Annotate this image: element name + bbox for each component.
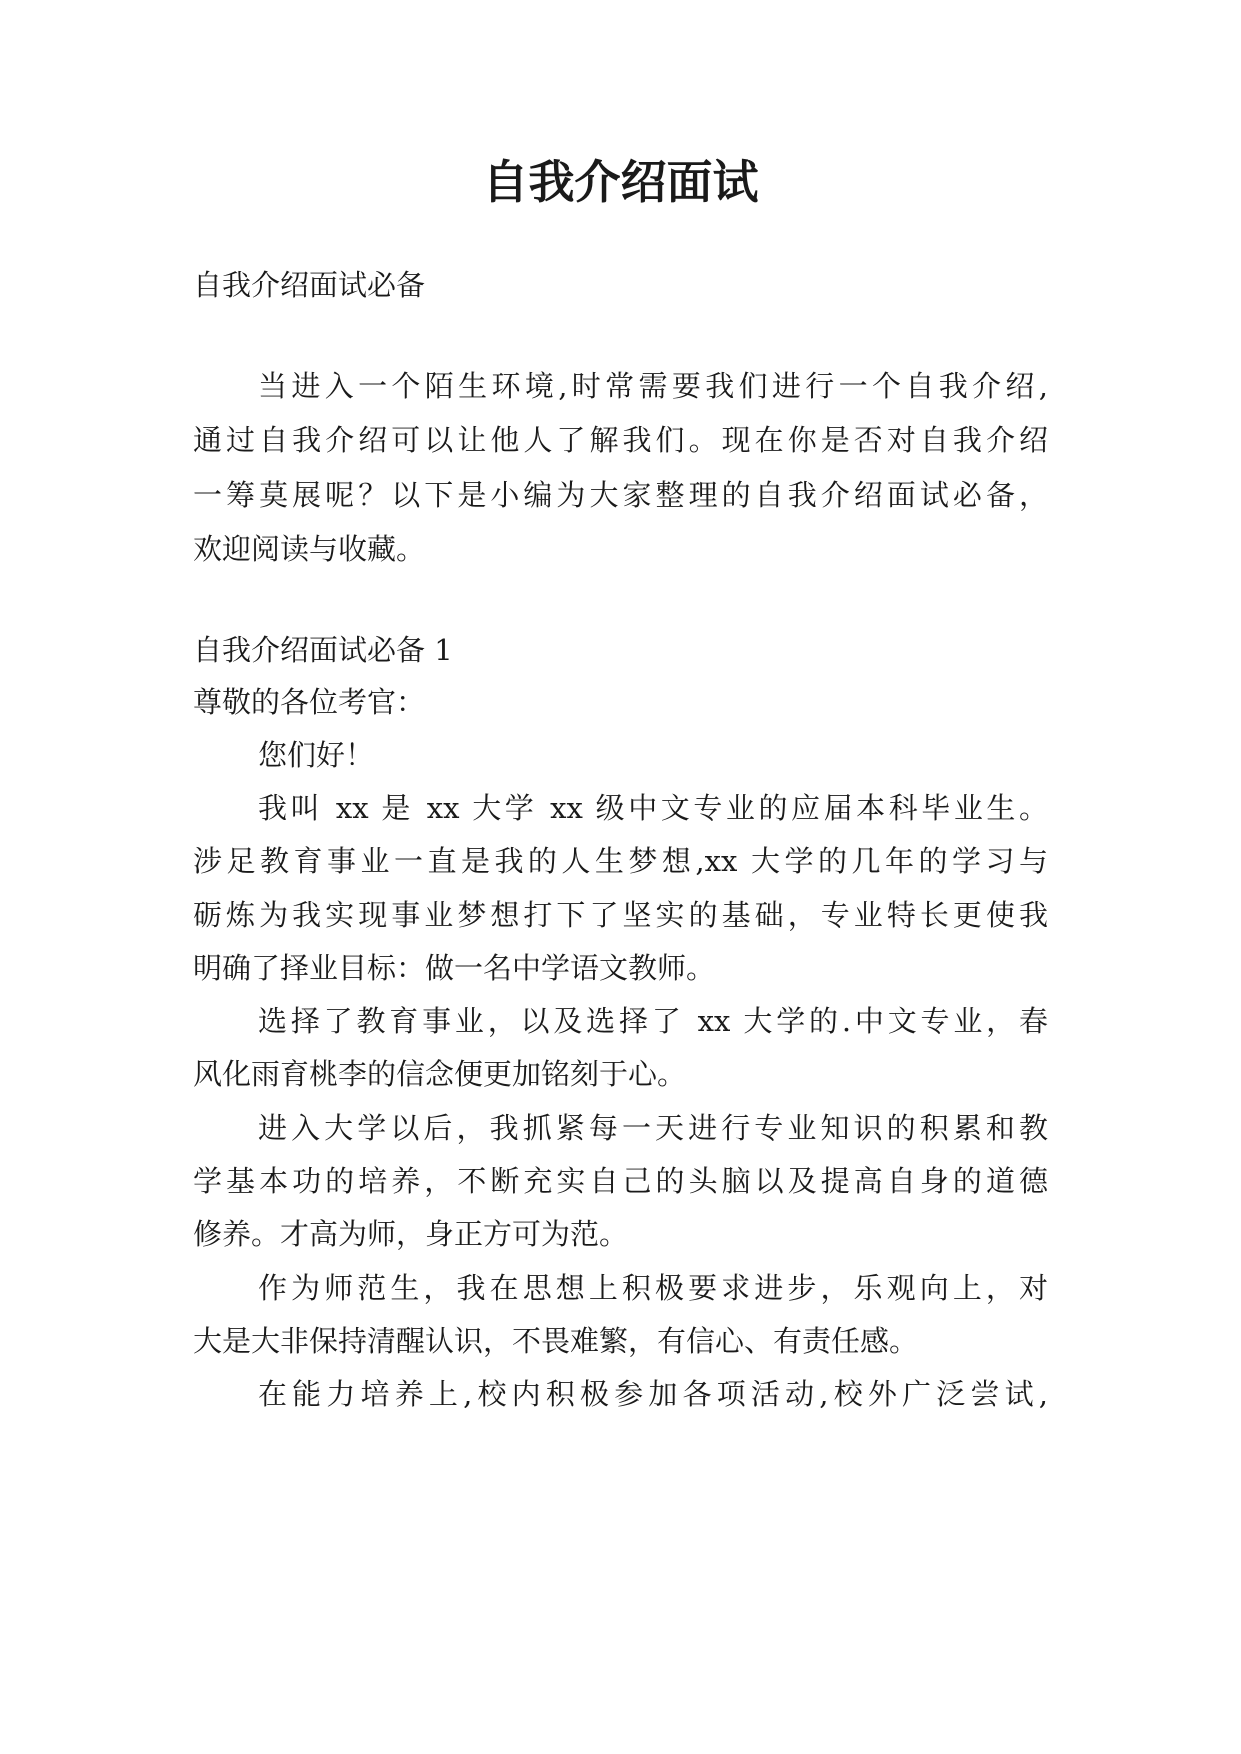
body-line: 学基本功的培养，不断充实自己的头脑以及提高自身的道德 [193,1164,1048,1198]
intro-line: 当进入一个陌生环境,时常需要我们进行一个自我介绍, [258,369,1048,403]
greeting: 您们好！ [258,738,375,772]
salutation: 尊敬的各位考官： [193,685,426,719]
body-line: 砺炼为我实现事业梦想打下了坚实的基础，专业特长更使我 [193,898,1048,932]
body-line: 作为师范生，我在思想上积极要求进步，乐观向上，对 [258,1271,1048,1305]
body-line: 进入大学以后，我抓紧每一天进行专业知识的积累和教 [258,1111,1048,1145]
body-line: 大是大非保持清醒认识，不畏难繁，有信心、有责任感。 [193,1324,919,1358]
section-heading: 自我介绍面试必备 1 [193,633,453,667]
body-line: 修养。才高为师，身正方可为范。 [193,1217,629,1251]
intro-line: 通过自我介绍可以让他人了解我们。现在你是否对自我介绍 [193,423,1048,457]
document-title: 自我介绍面试 [482,155,759,209]
body-line: 明确了择业目标：做一名中学语文教师。 [193,951,716,985]
intro-line: 一筹莫展呢？以下是小编为大家整理的自我介绍面试必备， [193,478,1048,512]
body-line: 风化雨育桃李的信念便更加铭刻于心。 [193,1057,687,1091]
body-line: 我叫 xx 是 xx 大学 xx 级中文专业的应届本科毕业生。 [258,791,1048,825]
intro-line: 欢迎阅读与收藏。 [193,532,426,566]
body-line: 在能力培养上,校内积极参加各项活动,校外广泛尝试, [258,1377,1048,1411]
subtitle: 自我介绍面试必备 [193,268,426,302]
body-line: 选择了教育事业，以及选择了 xx 大学的.中文专业，春 [258,1004,1048,1038]
body-line: 涉足教育事业一直是我的人生梦想,xx 大学的几年的学习与 [193,844,1048,878]
